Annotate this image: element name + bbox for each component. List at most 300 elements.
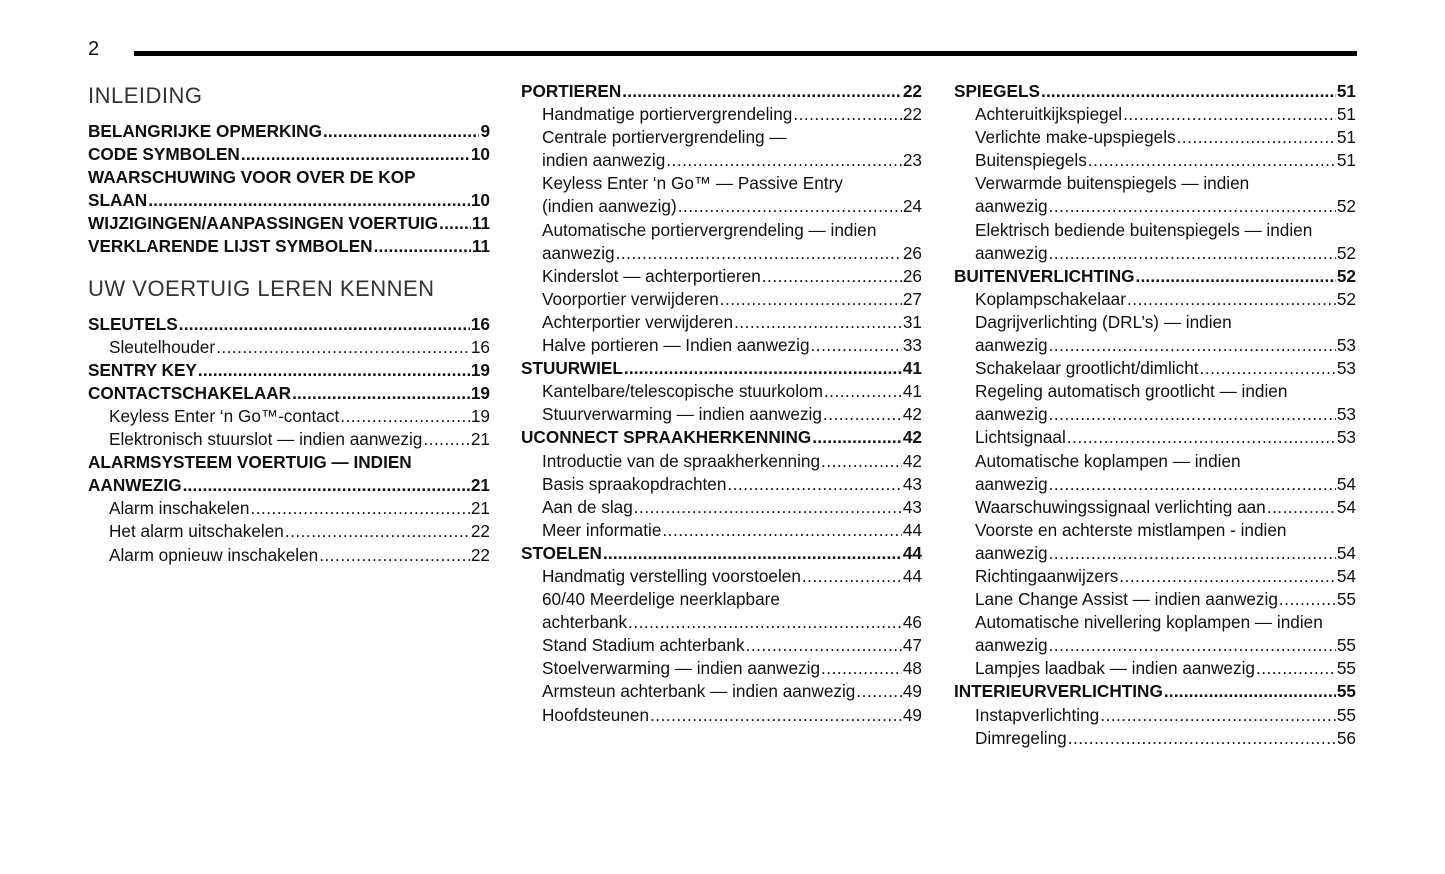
page-ref: 22: [470, 544, 490, 565]
entry-title: achterbank: [542, 612, 628, 633]
dot-leader: [423, 428, 470, 451]
page-ref: 49: [902, 704, 922, 725]
toc-sub-entry[interactable]: [521, 473, 922, 496]
page-ref: 42: [902, 427, 922, 448]
entry-line: [542, 265, 922, 288]
entry-line: [542, 334, 922, 357]
page-ref: 44: [902, 565, 922, 586]
entry-title: BELANGRIJKE OPMERKING: [88, 121, 322, 141]
toc-sub-entry[interactable]: [521, 704, 922, 727]
toc-sub-entry[interactable]: [954, 426, 1356, 449]
entry-line: [542, 149, 922, 172]
entry-title: Handmatig verstelling voorstoelen: [542, 565, 801, 586]
dot-leader: [1049, 334, 1336, 357]
toc-main-entry[interactable]: [521, 357, 922, 380]
entry-line: [542, 704, 922, 727]
dot-leader: [812, 426, 902, 449]
entry-line: [975, 473, 1356, 496]
entry-line: [975, 195, 1356, 218]
entry-line: [975, 126, 1356, 149]
page-ref: 55: [1336, 635, 1356, 656]
dot-leader: [1123, 103, 1336, 126]
page-ref: 56: [1336, 727, 1356, 748]
entry-title-line: Centrale portiervergrendeling —: [542, 127, 787, 148]
entry-line: [521, 542, 922, 565]
entry-line: [542, 288, 922, 311]
page-ref: 41: [902, 381, 922, 402]
dot-leader: [856, 680, 902, 703]
page-ref: 51: [1336, 127, 1356, 148]
toc-sub-entry[interactable]: [954, 727, 1356, 750]
toc-sub-entry[interactable]: [521, 403, 922, 426]
toc-column-1: [88, 80, 490, 567]
toc-sub-entry[interactable]: [521, 334, 922, 357]
dot-leader: [250, 497, 469, 520]
entry-title: BUITENVERLICHTING: [954, 265, 1135, 286]
entry-line: [542, 311, 922, 334]
entry-title: Buitenspiegels: [975, 150, 1087, 171]
toc-main-entry[interactable]: [88, 451, 490, 497]
toc-main-entry[interactable]: [521, 80, 922, 103]
entry-title-line: ALARMSYSTEEM VOERTUIG — INDIEN: [88, 452, 412, 473]
dot-leader: [1256, 657, 1336, 680]
entry-line: [109, 405, 490, 428]
entry-line: [954, 265, 1356, 288]
dot-leader: [793, 103, 902, 126]
entry-title: PORTIEREN: [521, 81, 622, 101]
entry-line: [954, 680, 1356, 703]
toc-sub-entry[interactable]: [88, 497, 490, 520]
toc-main-entry[interactable]: [88, 359, 490, 382]
dot-leader: [634, 496, 902, 519]
toc-main-entry[interactable]: [88, 166, 490, 212]
dot-leader: [734, 311, 902, 334]
page-ref: 53: [1336, 404, 1356, 425]
entry-line: [109, 336, 490, 359]
toc-sub-entry[interactable]: [521, 288, 922, 311]
page-ref: 51: [1336, 104, 1356, 125]
entry-line: [542, 496, 922, 519]
toc-sub-entry[interactable]: [521, 634, 922, 657]
entry-title: Achterportier verwijderen: [542, 311, 734, 332]
dot-leader: [762, 265, 902, 288]
toc-sub-entry[interactable]: [88, 544, 490, 567]
dot-leader: [823, 403, 902, 426]
entry-title: STOELEN: [521, 542, 602, 563]
entry-title: aanwezig: [975, 404, 1048, 425]
dot-leader: [1100, 704, 1336, 727]
entry-title: Stuurverwarming — indien aanwezig: [542, 404, 822, 425]
page-ref: 9: [480, 121, 490, 141]
page-ref: 54: [1336, 565, 1356, 586]
entry-line: [975, 426, 1356, 449]
entry-title: Dimregeling: [975, 727, 1067, 748]
entry-line: [975, 149, 1356, 172]
page-ref: 22: [902, 104, 922, 125]
entry-title-line: Regeling automatisch grootlicht — indien: [975, 381, 1288, 402]
entry-title: Lichtsignaal: [975, 427, 1066, 448]
entry-line: [109, 520, 490, 543]
page-ref: 21: [470, 498, 490, 519]
dot-leader: [1200, 357, 1336, 380]
dot-leader: [1119, 565, 1336, 588]
entry-title-line: Keyless Enter ‘n Go™ — Passive Entry: [542, 173, 843, 194]
page-ref: 21: [470, 429, 490, 450]
page-ref: 42: [902, 404, 922, 425]
toc-sub-entry[interactable]: [521, 265, 922, 288]
entry-line: [542, 242, 922, 265]
dot-leader: [1049, 242, 1336, 265]
entry-line: [88, 143, 490, 166]
toc-sub-entry[interactable]: [521, 311, 922, 334]
entry-line: [975, 704, 1356, 727]
entry-line: [542, 565, 922, 588]
page-ref: 54: [1336, 496, 1356, 517]
section-title: UW VOERTUIG LEREN KENNEN: [88, 275, 435, 301]
entry-line: [975, 403, 1356, 426]
dot-leader: [622, 80, 902, 103]
dot-leader: [824, 380, 902, 403]
entry-title: Kinderslot — achterportieren: [542, 265, 761, 286]
toc-sub-entry[interactable]: [521, 219, 922, 265]
entry-title: SENTRY KEY: [88, 359, 197, 380]
entry-title: aanwezig: [975, 473, 1048, 494]
entry-title: Lane Change Assist — indien aanwezig: [975, 589, 1278, 610]
entry-title: aanwezig: [975, 542, 1048, 563]
page-ref: 21: [470, 475, 490, 496]
entry-title: Hoofdsteunen: [542, 704, 650, 725]
dot-leader: [628, 611, 902, 634]
entry-line: [88, 212, 490, 235]
dot-leader: [148, 189, 470, 212]
toc-sub-entry[interactable]: [954, 357, 1356, 380]
dot-leader: [374, 235, 471, 258]
entry-title-line: Dagrijverlichting (DRL’s) — indien: [975, 311, 1232, 332]
page-ref: 55: [1336, 704, 1356, 725]
entry-title: UCONNECT SPRAAKHERKENNING: [521, 427, 812, 448]
entry-title: Richtingaanwijzers: [975, 565, 1119, 586]
entry-title-line: Automatische koplampen — indien: [975, 450, 1241, 471]
toc-main-entry[interactable]: [88, 382, 490, 405]
dot-leader: [821, 450, 902, 473]
page-ref: 19: [470, 382, 490, 403]
page-ref: 54: [1336, 542, 1356, 563]
toc-sub-entry[interactable]: [954, 657, 1356, 680]
toc-column-3: [954, 80, 1356, 750]
entry-title-line: 60/40 Meerdelige neerklapbare: [542, 589, 780, 610]
dot-leader: [241, 143, 470, 166]
dot-leader: [616, 242, 902, 265]
toc-sub-entry[interactable]: [954, 611, 1356, 657]
toc-sub-entry[interactable]: [954, 219, 1356, 265]
toc-main-entry[interactable]: [88, 313, 490, 336]
entry-title: CODE SYMBOLEN: [88, 144, 240, 165]
dot-leader: [678, 195, 902, 218]
dot-leader: [1049, 195, 1336, 218]
page-ref: 48: [902, 658, 922, 679]
dot-leader: [821, 657, 902, 680]
entry-title: Waarschuwingssignaal verlichting aan: [975, 496, 1266, 517]
page-ref: 49: [902, 681, 922, 702]
toc-sub-entry[interactable]: [521, 680, 922, 703]
toc-main-entry[interactable]: [954, 80, 1356, 103]
page-ref: 55: [1336, 658, 1356, 679]
entry-title: Aan de slag: [542, 496, 633, 517]
dot-leader: [183, 474, 470, 497]
dot-leader: [285, 520, 470, 543]
toc-sub-entry[interactable]: [954, 704, 1356, 727]
page-ref: 10: [470, 144, 490, 165]
entry-title: Alarm inschakelen: [109, 498, 250, 519]
page-ref: 11: [471, 213, 490, 234]
toc-sub-entry[interactable]: [88, 428, 490, 451]
dot-leader: [1177, 126, 1336, 149]
page-ref: 16: [470, 313, 490, 334]
entry-title: SPIEGELS: [954, 81, 1040, 101]
entry-title: Elektronisch stuurslot — indien aanwezig: [109, 429, 423, 450]
entry-title: INTERIEURVERLICHTING: [954, 681, 1163, 702]
page-number: 2: [88, 38, 100, 60]
page-ref: 52: [1336, 265, 1356, 286]
toc-sub-entry[interactable]: [521, 172, 922, 218]
page-ref: 52: [1336, 196, 1356, 217]
entry-title: aanwezig: [975, 242, 1048, 263]
entry-line: [542, 403, 922, 426]
entry-line: [109, 428, 490, 451]
entry-line: [975, 588, 1356, 611]
entry-title-line: Elektrisch bediende buitenspiegels — indien: [975, 219, 1313, 240]
page-ref: 31: [902, 311, 922, 332]
page-ref: 22: [902, 81, 922, 101]
dot-leader: [811, 334, 902, 357]
entry-title: indien aanwezig: [542, 150, 666, 171]
dot-leader: [1127, 288, 1336, 311]
entry-line: [975, 334, 1356, 357]
toc-sub-entry[interactable]: [954, 450, 1356, 496]
toc-sub-entry[interactable]: [521, 657, 922, 680]
toc-sub-entry[interactable]: [521, 588, 922, 634]
toc-sub-entry[interactable]: [88, 520, 490, 543]
toc-sub-entry[interactable]: [954, 565, 1356, 588]
entry-line: [88, 359, 490, 382]
entry-title: Achteruitkijkspiegel: [975, 104, 1123, 125]
entry-title-line: Automatische nivellering koplampen — indien: [975, 612, 1323, 633]
entry-title: WIJZIGINGEN/AANPASSINGEN VOERTUIG: [88, 213, 439, 234]
entry-title-line: WAARSCHUWING VOOR OVER DE KOP: [88, 167, 416, 188]
entry-title: Alarm opnieuw inschakelen: [109, 544, 319, 565]
page-ref: 23: [902, 150, 922, 171]
entry-title: SLAAN: [88, 190, 148, 211]
entry-line: [88, 474, 490, 497]
dot-leader: [323, 120, 479, 143]
entry-line: [975, 634, 1356, 657]
toc-sub-entry[interactable]: [521, 450, 922, 473]
entry-line: [521, 80, 922, 103]
entry-title: Het alarm uitschakelen: [109, 521, 284, 542]
entry-title: Koplampschakelaar: [975, 288, 1126, 309]
page-ref: 54: [1336, 473, 1356, 494]
entry-title: Instapverlichting: [975, 704, 1100, 725]
entry-line: [954, 80, 1356, 103]
dot-leader: [216, 336, 470, 359]
dot-leader: [179, 313, 470, 336]
section-title: INLEIDING: [88, 83, 203, 108]
page-ref: 41: [902, 358, 922, 379]
toc-sub-entry[interactable]: [521, 496, 922, 519]
page-ref: 19: [470, 359, 490, 380]
toc-sub-entry[interactable]: [954, 149, 1356, 172]
entry-line: [975, 565, 1356, 588]
toc-sub-entry[interactable]: [954, 103, 1356, 126]
dot-leader: [1267, 496, 1336, 519]
toc-sub-entry[interactable]: [954, 288, 1356, 311]
toc-sub-entry[interactable]: [88, 336, 490, 359]
dot-leader: [439, 212, 471, 235]
page-ref: 42: [902, 450, 922, 471]
entry-title-line: Automatische portiervergrendeling — indien: [542, 219, 877, 240]
entry-title: Kantelbare/telescopische stuurkolom: [542, 381, 823, 402]
entry-line: [975, 242, 1356, 265]
entry-title-line: Verwarmde buitenspiegels — indien: [975, 173, 1250, 194]
toc-main-entry[interactable]: [954, 265, 1356, 288]
dot-leader: [319, 544, 470, 567]
dot-leader: [198, 359, 470, 382]
dot-leader: [1049, 542, 1336, 565]
entry-line: [88, 313, 490, 336]
entry-line: [88, 120, 490, 143]
toc-main-entry[interactable]: [88, 212, 490, 235]
page-ref: 26: [902, 242, 922, 263]
page-ref: 51: [1336, 150, 1356, 171]
toc-main-entry[interactable]: [521, 426, 922, 449]
entry-title: SLEUTELS: [88, 313, 178, 334]
toc-sub-entry[interactable]: [954, 496, 1356, 519]
entry-line: [975, 288, 1356, 311]
page-ref: 11: [471, 236, 490, 257]
toc-main-entry[interactable]: [954, 680, 1356, 703]
toc-sub-entry[interactable]: [521, 103, 922, 126]
entry-line: [88, 382, 490, 405]
page-ref: 19: [470, 405, 490, 426]
entry-title: Voorportier verwijderen: [542, 288, 719, 309]
entry-title: aanwezig: [975, 196, 1048, 217]
entry-title: Lampjes laadbak — indien aanwezig: [975, 658, 1255, 679]
entry-line: [542, 611, 922, 634]
toc-sub-entry[interactable]: [521, 565, 922, 588]
page-ref: 43: [902, 473, 922, 494]
entry-line: [521, 357, 922, 380]
toc-main-entry[interactable]: [88, 143, 490, 166]
toc-main-entry[interactable]: [88, 235, 490, 258]
entry-title: Verlichte make-upspiegels: [975, 127, 1176, 148]
entry-title: Armsteun achterbank — indien aanwezig: [542, 681, 856, 702]
dot-leader: [1049, 634, 1336, 657]
toc-sub-entry[interactable]: [954, 172, 1356, 218]
page-ref: 52: [1336, 242, 1356, 263]
toc-sub-entry[interactable]: [521, 380, 922, 403]
page-ref: 26: [902, 265, 922, 286]
toc-main-entry[interactable]: [521, 542, 922, 565]
entry-line: [975, 103, 1356, 126]
page-ref: 46: [902, 612, 922, 633]
dot-leader: [603, 542, 902, 565]
entry-title: aanwezig: [975, 635, 1048, 656]
dot-leader: [624, 357, 902, 380]
entry-line: [542, 634, 922, 657]
entry-title: Basis spraakopdrachten: [542, 473, 727, 494]
dot-leader: [1068, 727, 1336, 750]
dot-leader: [1279, 588, 1336, 611]
dot-leader: [650, 704, 902, 727]
entry-title: AANWEZIG: [88, 475, 182, 496]
toc-sub-entry[interactable]: [521, 126, 922, 172]
entry-title: aanwezig: [975, 335, 1048, 356]
page-ref: 24: [902, 196, 922, 217]
dot-leader: [292, 382, 470, 405]
page-ref: 10: [470, 190, 490, 211]
dot-leader: [1041, 80, 1336, 103]
toc-sub-entry[interactable]: [954, 311, 1356, 357]
dot-leader: [662, 519, 901, 542]
dot-leader: [1049, 473, 1336, 496]
entry-line: [88, 235, 490, 258]
entry-line: [542, 103, 922, 126]
page-ref: 51: [1336, 81, 1356, 101]
toc-sub-entry[interactable]: [954, 519, 1356, 565]
dot-leader: [1164, 680, 1336, 703]
entry-line: [542, 450, 922, 473]
entry-line: [109, 544, 490, 567]
toc-sub-entry[interactable]: [954, 380, 1356, 426]
toc-sub-entry[interactable]: [88, 405, 490, 428]
page-ref: 33: [902, 335, 922, 356]
entry-line: [109, 497, 490, 520]
entry-title: Stoelverwarming — indien aanwezig: [542, 658, 821, 679]
entry-title: Stand Stadium achterbank: [542, 635, 745, 656]
entry-title: Meer informatie: [542, 519, 662, 540]
entry-title: Keyless Enter ‘n Go™-contact: [109, 405, 340, 426]
entry-line: [975, 727, 1356, 750]
toc-sub-entry[interactable]: [954, 126, 1356, 149]
dot-leader: [340, 405, 470, 428]
page-ref: 53: [1336, 335, 1356, 356]
dot-leader: [727, 473, 901, 496]
entry-line: [975, 496, 1356, 519]
dot-leader: [1135, 265, 1335, 288]
entry-line: [88, 189, 490, 212]
entry-title: Halve portieren — Indien aanwezig: [542, 335, 810, 356]
page-ref: 52: [1336, 288, 1356, 309]
page-ref: 43: [902, 496, 922, 517]
entry-title: STUURWIEL: [521, 358, 623, 379]
entry-line: [542, 380, 922, 403]
page-ref: 53: [1336, 427, 1356, 448]
entry-title: Introductie van de spraakherkenning: [542, 450, 821, 471]
toc-sub-entry[interactable]: [521, 519, 922, 542]
entry-title-line: Voorste en achterste mistlampen - indien: [975, 519, 1287, 540]
entry-line: [975, 357, 1356, 380]
dot-leader: [802, 565, 902, 588]
toc-sub-entry[interactable]: [954, 588, 1356, 611]
entry-title: VERKLARENDE LIJST SYMBOLEN: [88, 236, 373, 257]
dot-leader: [1067, 426, 1336, 449]
entry-title: Handmatige portiervergrendeling: [542, 104, 793, 125]
toc-main-entry[interactable]: [88, 120, 490, 143]
page-ref: 47: [902, 635, 922, 656]
page-ref: 16: [470, 336, 490, 357]
entry-line: [542, 195, 922, 218]
toc-column-2: [521, 80, 922, 727]
